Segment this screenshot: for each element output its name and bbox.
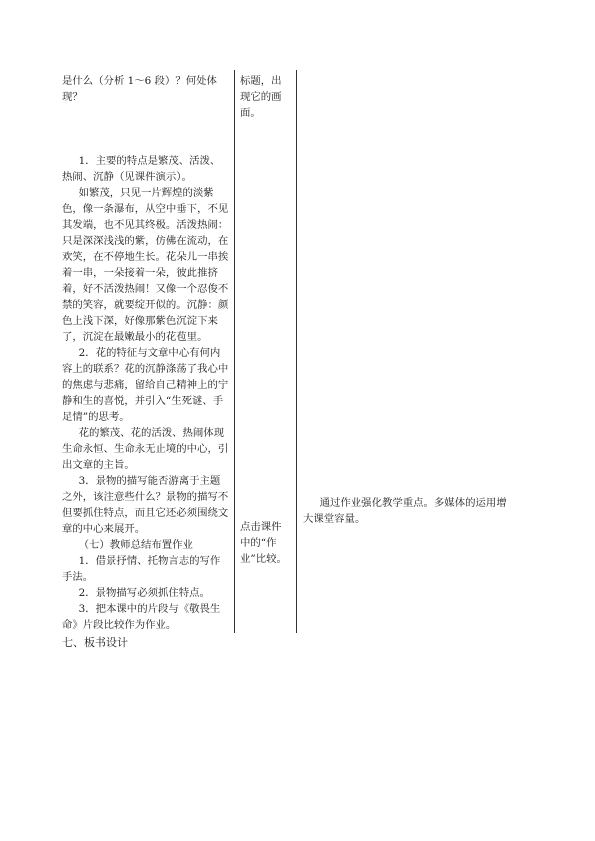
column-divider-left (234, 70, 235, 633)
point-2-detail: 花的繁茂、花的活泼、热闹体现生命永恒、生命永无止境的中心，引出文章的主旨。 (62, 427, 229, 471)
point-1: 1．主要的特点是繁茂、活泼、热闹、沉静（见课件演示）。 (62, 155, 221, 183)
point-1-detail: 如繁茂，只见一片辉煌的淡紫色，像一条瀑布，从空中垂下，不见其发端，也不见其终极。活泼热闹：只是深深浅浅的紫，仿佛在流动，在欢笑，在不停地生长。花朵儿一串挨着一串，一朵接着一朵，彼此推挤着，好不活泼热闹！又像一个忍俊不禁的笑容，就要绽开似的。沉静：颜色上浅下深，好像那紫色沉淀下来了，沉淀在最嫩最小的花苞里。 (62, 187, 229, 343)
teaching-content-column (62, 73, 230, 633)
point-3: 3．景物的描写能否游离于主题之外，该注意些什么？景物的描写不但要抓住特点，而且它还必须围绕文 (62, 475, 229, 519)
homework-3: 3．把本课中的片段与《敬畏生命》片段比较作为作业。 (62, 603, 221, 631)
design-intent-column (303, 495, 513, 527)
board-design-heading: 七、板书设计 (62, 636, 128, 649)
section-7-heading: （七）教师总结布置作业 (78, 539, 193, 551)
point-2: 2．花的特征与文章中心有何内容上的联系？花的沉静涤荡了我心中的焦虑与悲痛，留给自己精神上的宁静和生的喜悦，并引入“生死谜、手足情”的思考。 (62, 347, 229, 423)
media-column (240, 73, 290, 567)
homework-1: 1．借景抒情、托物言志的写作手法。 (62, 555, 221, 583)
point-3-continued: 章的中心来展开。 (62, 523, 146, 535)
media-note-top: 标题，出现它的画面。 (240, 75, 282, 119)
media-note-bottom: 点击课件中的“作业”比较。 (240, 521, 287, 565)
intro-question: 是什么（分析 1～6 段）？何处体现？ (62, 75, 217, 103)
design-intent-note: 通过作业强化教学重点。多媒体的运用增大课堂容量。 (303, 497, 507, 525)
homework-2: 2．景物描写必须抓住特点。 (78, 587, 210, 599)
column-divider-right (296, 70, 297, 633)
